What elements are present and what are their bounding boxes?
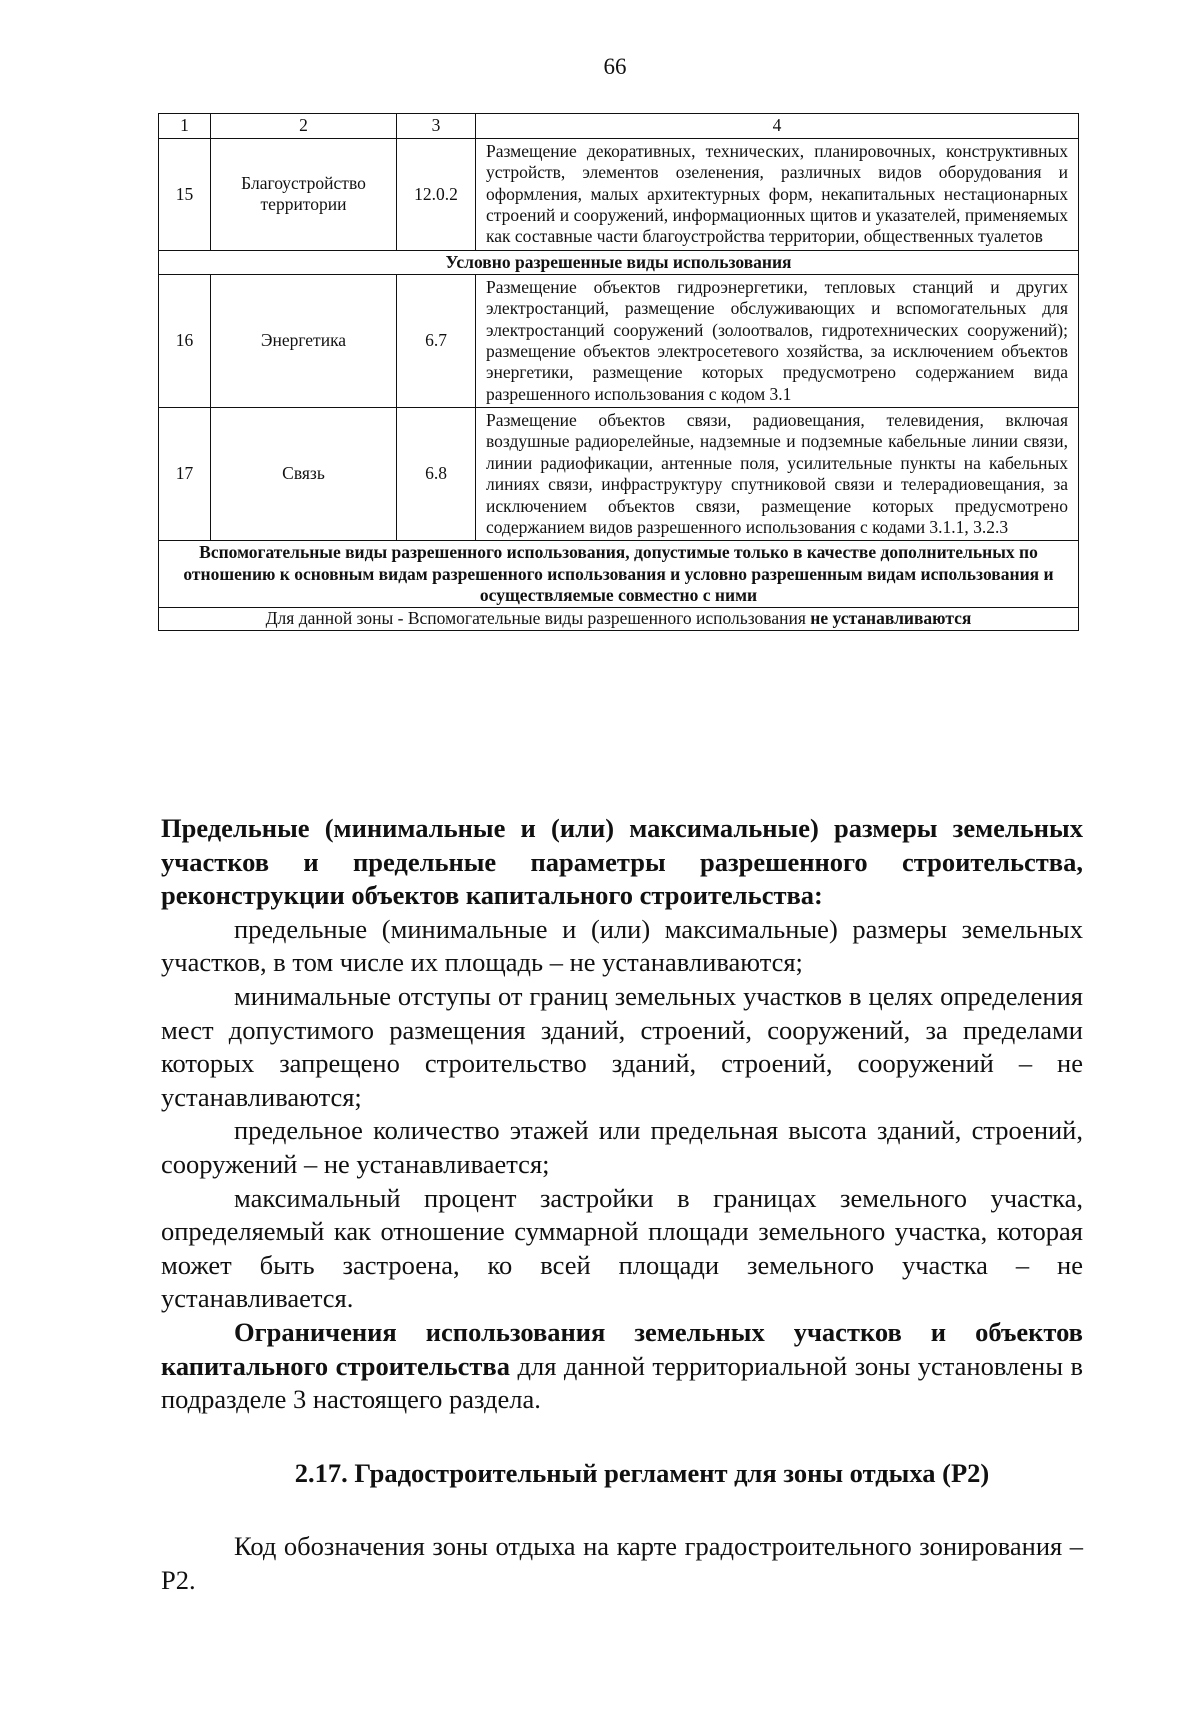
table-row — [159, 408, 1079, 541]
paragraph: минимальные отступы от границ земельных участков в целях определения мест допустимого размещения зданий, строений, сооружений, за пределами которых запрещено строительство зданий, строений, сооружений – не устанавливаются; — [161, 980, 1083, 1112]
regulation-text — [161, 812, 1083, 1597]
row-number: 16 — [159, 275, 211, 408]
use-type-code: 6.8 — [397, 408, 476, 541]
restrictions-bold: Ограничения использования земельных участков и объектов капитального строительства — [161, 1316, 1083, 1381]
use-type-code: 12.0.2 — [397, 139, 476, 251]
use-type-name: Энергетика — [211, 275, 397, 408]
table-header-cell: 3 — [397, 114, 476, 139]
restrictions-rest: для данной территориальной зоны установлены в подразделе 3 настоящего раздела. — [161, 1350, 1083, 1415]
paragraph: предельное количество этажей или предельная высота зданий, строений, сооружений – не устанавливается; — [161, 1115, 1083, 1179]
table-row — [159, 275, 1079, 408]
table-header-cell: 2 — [211, 114, 397, 139]
section-row — [159, 250, 1079, 274]
use-type-name: Связь — [211, 408, 397, 541]
use-type-code: 6.7 — [397, 275, 476, 408]
auxiliary-uses-heading: Вспомогательные виды разрешенного использования, допустимые только в качестве дополнительных по отношению к основным видам разрешенного использования и условно разрешенным видам использования и осуществляемые совместно с ними — [159, 541, 1079, 608]
auxiliary-note-prefix: Для данной зоны - Вспомогательные виды разрешенного использования — [265, 608, 811, 629]
conditional-uses-heading: Условно разрешенные виды использования — [159, 250, 1079, 274]
row-number: 17 — [159, 408, 211, 541]
note-row — [159, 608, 1079, 630]
page-number: 66 — [603, 54, 627, 79]
use-type-description: Размещение декоративных, технических, планировочных, конструктивных устройств, элементов озеленения, различных видов оборудования и оформления, малых архитектурных форм, некапитальных нестационарных строений и сооружений, информационных щитов и указателей, применяемых как составные части благоустройства территории, общественных туалетов — [476, 139, 1079, 251]
auxiliary-uses-note — [159, 608, 1079, 630]
limits-heading: Предельные (минимальные и (или) максимальные) размеры земельных участков и предельные параметры разрешенного строительства, реконструкции объектов капитального строительства: — [161, 813, 1083, 911]
table-row — [159, 139, 1079, 251]
table-header-row — [159, 114, 1079, 139]
row-number: 15 — [159, 139, 211, 251]
use-type-description: Размещение объектов связи, радиовещания, телевидения, включая воздушные радиорелейные, надземные и подземные кабельные линии связи, линии радиофикации, антенные поля, усилительные пункты на кабельных линиях связи, инфраструктуру спутниковой связи и телерадиовещания, за исключением объектов связи, размещение которых предусмотрено содержанием видов разрешенного использования с кодами 3.1.1, 3.2.3 — [476, 408, 1079, 541]
use-type-name: Благоустройство территории — [211, 139, 397, 251]
code-paragraph: Код обозначения зоны отдыха на карте градостроительного зонирования – Р2. — [161, 1531, 1083, 1595]
paragraph: максимальный процент застройки в границах земельного участка, определяемый как отношение суммарной площади земельного участка, которая может быть застроена, ко всей площади земельного участка – не устанавливается. — [161, 1182, 1083, 1314]
table-header-cell: 4 — [476, 114, 1079, 139]
auxiliary-note-bold: не устанавливаются — [810, 608, 972, 629]
use-type-description: Размещение объектов гидроэнергетики, тепловых станций и других электростанций, размещение обслуживающих и вспомогательных для электростанций сооружений (золоотвалов, гидротехнических сооружений); размещение объектов электросетевого хозяйства, за исключением объектов энергетики, размещение которых предусмотрено содержанием вида разрешенного использования с кодом 3.1 — [476, 275, 1079, 408]
paragraph: предельные (минимальные и (или) максимальные) размеры земельных участков, в том числе их площадь – не устанавливаются; — [161, 913, 1083, 978]
land-use-table — [158, 113, 1079, 631]
table-header-cell: 1 — [159, 114, 211, 139]
section-row — [159, 541, 1079, 608]
restrictions-paragraph — [161, 1316, 1083, 1417]
section-title: 2.17. Градостроительный регламент для зоны отдыха (Р2) — [294, 1457, 990, 1488]
